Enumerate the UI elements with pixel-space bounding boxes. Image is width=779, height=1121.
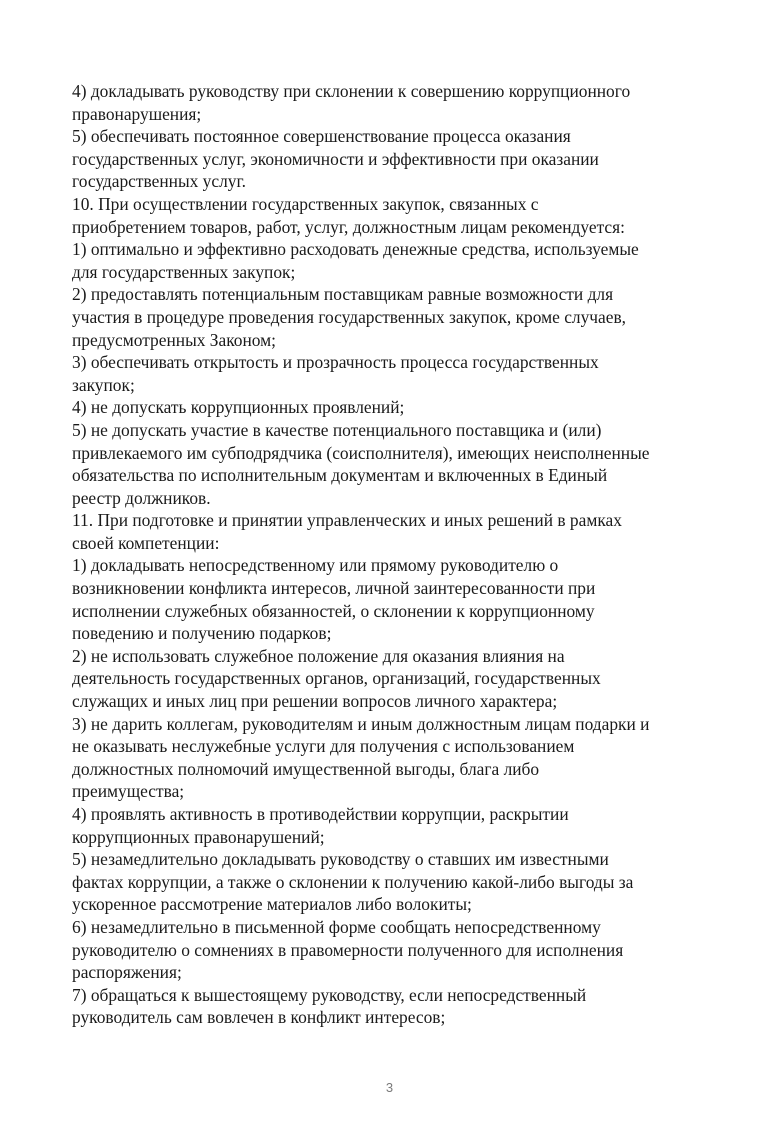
text-line: 5) незамедлительно докладывать руководству о ставших им известными xyxy=(72,849,609,870)
text-line: участия в процедуре проведения государственных закупок, кроме случаев, xyxy=(72,306,627,327)
text-line: предусмотренных Законом; xyxy=(72,329,276,350)
text-line: 4) не допускать коррупционных проявлений; xyxy=(72,397,405,418)
text-line: фактах коррупции, а также о склонении к получению какой-либо выгоды за xyxy=(72,871,634,892)
text-line: для государственных закупок; xyxy=(72,261,296,282)
text-line: 2) не использовать служебное положение для оказания влияния на xyxy=(72,645,565,666)
text-line: должностных полномочий имущественной выгоды, блага либо xyxy=(72,758,540,779)
text-line: 3) не дарить коллегам, руководителям и иным должностным лицам подарки и xyxy=(72,713,650,734)
text-line: 4) докладывать руководству при склонении к совершению коррупционного xyxy=(72,81,631,101)
text-line: 4) проявлять активность в противодействии коррупции, раскрытии xyxy=(72,804,569,824)
page-number: 3 xyxy=(385,1080,394,1095)
text-line: 5) не допускать участие в качестве потенциального поставщика и (или) xyxy=(72,419,602,440)
text-line: коррупционных правонарушений; xyxy=(72,826,325,847)
text-line: своей компетенции: xyxy=(72,532,220,553)
text-line: реестр должников. xyxy=(72,487,211,508)
text-line: привлекаемого им субподрядчика (соисполнителя), имеющих неисполненные xyxy=(72,442,650,463)
text-line: служащих и иных лиц при решении вопросов личного характера; xyxy=(72,691,558,712)
text-line: обязательства по исполнительным документам и включенных в Единый xyxy=(72,465,608,486)
text-line: преимущества; xyxy=(72,781,185,802)
text-line: правонарушения; xyxy=(72,103,202,124)
text-line: руководителю о сомнениях в правомерности полученного для исполнения xyxy=(72,939,624,960)
text-line: 11. При подготовке и принятии управленческих и иных решений в рамках xyxy=(72,510,622,531)
text-line: 7) обращаться к вышестоящему руководству, если непосредственный xyxy=(72,984,587,1005)
text-line: поведению и получению подарков; xyxy=(72,623,332,644)
text-line: 2) предоставлять потенциальным поставщикам равные возможности для xyxy=(72,284,614,305)
text-line: 5) обеспечивать постоянное совершенствование процесса оказания xyxy=(72,126,571,147)
text-line: 1) оптимально и эффективно расходовать денежные средства, используемые xyxy=(72,239,639,260)
text-line: руководитель сам вовлечен в конфликт интересов; xyxy=(72,1007,446,1028)
document-body xyxy=(72,80,742,1029)
text-line: 1) докладывать непосредственному или прямому руководителю о xyxy=(72,555,559,576)
text-line: не оказывать неслужебные услуги для получения с использованием xyxy=(72,736,575,757)
text-line: возникновении конфликта интересов, личной заинтересованности при xyxy=(72,578,596,599)
text-line: исполнении служебных обязанностей, о склонении к коррупционному xyxy=(72,600,595,621)
text-line: распоряжения; xyxy=(72,962,182,983)
text-line: 6) незамедлительно в письменной форме сообщать непосредственному xyxy=(72,916,601,937)
text-line: государственных услуг, экономичности и эффективности при оказании xyxy=(72,148,599,169)
text-line: приобретением товаров, работ, услуг, должностным лицам рекомендуется: xyxy=(72,216,625,237)
text-line: 10. При осуществлении государственных закупок, связанных с xyxy=(72,193,539,214)
text-line: деятельность государственных органов, организаций, государственных xyxy=(72,668,601,689)
text-line: закупок; xyxy=(72,374,135,395)
text-line: государственных услуг. xyxy=(72,171,246,192)
text-line: ускоренное рассмотрение материалов либо волокиты; xyxy=(72,894,472,915)
text-line: 3) обеспечивать открытость и прозрачность процесса государственных xyxy=(72,352,599,373)
